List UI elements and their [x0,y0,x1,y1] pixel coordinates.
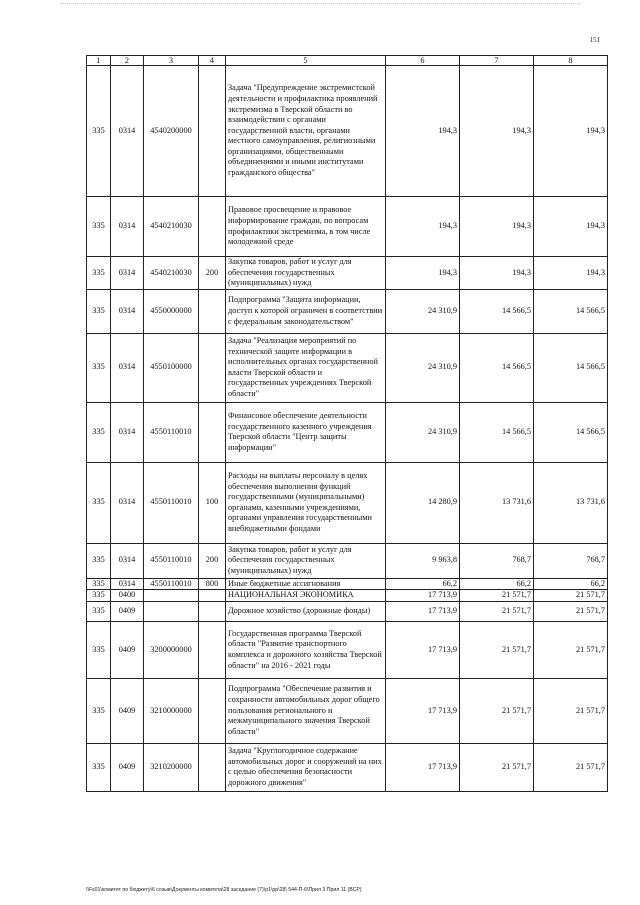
amount-year1-cell: 24 310,9 [386,289,460,333]
column-header: 1 [87,56,111,66]
target-article-cell: 4540210030 [144,257,199,290]
amount-year3-cell: 14 566,5 [534,289,608,333]
amount-year1-cell: 17 713,9 [386,590,460,602]
amount-year2-cell: 21 571,7 [460,621,534,678]
column-header: 5 [226,56,386,66]
target-article-cell: 3210200000 [144,743,199,791]
target-article-cell: 4540200000 [144,66,199,197]
item-name-cell: Подпрограмма "Защита информации, доступ к которой ограничен в соответствии с федеральным законодательством" [226,289,386,333]
section-code-cell: 0314 [111,66,144,197]
amount-year1-cell: 66,2 [386,578,460,590]
amount-year2-cell: 14 566,5 [460,402,534,462]
table-row [87,678,608,743]
target-article-cell: 4550110010 [144,402,199,462]
table-row [87,543,608,578]
item-name-cell: Иные бюджетные ассигнования [226,578,386,590]
column-header: 8 [534,56,608,66]
table-row [87,333,608,402]
amount-year2-cell: 194,3 [460,257,534,290]
column-header: 7 [460,56,534,66]
table-row [87,621,608,678]
amount-year3-cell: 13 731,6 [534,462,608,543]
amount-year3-cell: 21 571,7 [534,601,608,621]
expense-type-cell [199,678,226,743]
section-code-cell: 0314 [111,578,144,590]
section-code-cell: 0400 [111,590,144,602]
amount-year1-cell: 14 280,9 [386,462,460,543]
amount-year2-cell: 194,3 [460,197,534,257]
amount-year1-cell: 24 310,9 [386,402,460,462]
amount-year1-cell: 17 713,9 [386,678,460,743]
amount-year1-cell: 17 713,9 [386,743,460,791]
table-row [87,590,608,602]
expense-type-cell [199,197,226,257]
expense-type-cell [199,601,226,621]
item-name-cell: Расходы на выплаты персоналу в целях обеспечения выполнения функций государственными (муниципальными) органами, казенными учреждениями, органами управления государственными внебюджетными фондами [226,462,386,543]
column-header: 2 [111,56,144,66]
admin-code-cell: 335 [87,289,111,333]
amount-year3-cell: 14 566,5 [534,333,608,402]
target-article-cell [144,590,199,602]
amount-year3-cell: 21 571,7 [534,743,608,791]
admin-code-cell: 335 [87,66,111,197]
table-row [87,289,608,333]
amount-year2-cell: 194,3 [460,66,534,197]
section-code-cell: 0409 [111,601,144,621]
section-code-cell: 0314 [111,257,144,290]
admin-code-cell: 335 [87,257,111,290]
amount-year2-cell: 21 571,7 [460,590,534,602]
section-code-cell: 0409 [111,621,144,678]
column-header: 3 [144,56,199,66]
amount-year1-cell: 194,3 [386,66,460,197]
expense-type-cell [199,590,226,602]
expense-type-cell [199,743,226,791]
amount-year3-cell: 14 566,5 [534,402,608,462]
admin-code-cell: 335 [87,197,111,257]
amount-year2-cell: 21 571,7 [460,743,534,791]
expense-type-cell: 200 [199,257,226,290]
scan-artifact-line [60,3,580,5]
amount-year3-cell: 21 571,7 [534,621,608,678]
section-code-cell: 0409 [111,743,144,791]
table-row [87,257,608,290]
admin-code-cell: 335 [87,678,111,743]
admin-code-cell: 335 [87,333,111,402]
amount-year3-cell: 66,2 [534,578,608,590]
target-article-cell: 4550110010 [144,578,199,590]
amount-year2-cell: 13 731,6 [460,462,534,543]
expense-type-cell [199,333,226,402]
section-code-cell: 0314 [111,197,144,257]
table-row [87,197,608,257]
item-name-cell: Задача "Реализация мероприятий по технической защите информации в исполнительных органах государственной власти Тверской области и государственных учреждениях Тверской области" [226,333,386,402]
expense-type-cell [199,289,226,333]
table-row [87,601,608,621]
amount-year1-cell: 17 713,9 [386,601,460,621]
expense-type-cell: 800 [199,578,226,590]
expense-type-cell [199,66,226,197]
table-row [87,578,608,590]
column-header: 6 [386,56,460,66]
target-article-cell: 4540210030 [144,197,199,257]
amount-year2-cell: 14 566,5 [460,289,534,333]
target-article-cell: 3210000000 [144,678,199,743]
expense-type-cell [199,621,226,678]
amount-year3-cell: 21 571,7 [534,590,608,602]
amount-year2-cell: 66,2 [460,578,534,590]
table-row [87,462,608,543]
target-article-cell: 4550110010 [144,543,199,578]
table-row [87,66,608,197]
item-name-cell: Государственная программа Тверской области "Развитие транспортного комплекса и дорожного хозяйства Тверской области" на 2016 - 2021 годы [226,621,386,678]
budget-table [86,55,608,792]
table-row [87,402,608,462]
item-name-cell: Закупка товаров, работ и услуг для обеспечения государственных (муниципальных) нужд [226,257,386,290]
table-header-row [87,56,608,66]
target-article-cell: 4550110010 [144,462,199,543]
amount-year2-cell: 21 571,7 [460,678,534,743]
table-body [87,56,608,792]
item-name-cell: Финансовое обеспечение деятельности государственного казенного учреждения Тверской области "Центр защиты информации" [226,402,386,462]
column-header: 4 [199,56,226,66]
expense-type-cell [199,402,226,462]
admin-code-cell: 335 [87,402,111,462]
target-article-cell: 4550000000 [144,289,199,333]
amount-year2-cell: 21 571,7 [460,601,534,621]
amount-year1-cell: 24 310,9 [386,333,460,402]
item-name-cell: Закупка товаров, работ и услуг для обеспечения государственных (муниципальных) нужд [226,543,386,578]
amount-year2-cell: 14 566,5 [460,333,534,402]
target-article-cell: 3200000000 [144,621,199,678]
item-name-cell: Задача "Круглогодичное содержание автомобильных дорог и сооружений на них с целью обеспечения безопасности дорожного движения" [226,743,386,791]
amount-year3-cell: 194,3 [534,257,608,290]
expense-type-cell: 100 [199,462,226,543]
section-code-cell: 0314 [111,289,144,333]
admin-code-cell: 335 [87,621,111,678]
item-name-cell: Задача "Предупреждение экстремистской деятельности и профилактика проявлений экстремизма в Тверской области во взаимодействии с органами государственной власти, органами местного самоуправления, религиозными организациями, общественными объединениями и иными институтами гражданского общества" [226,66,386,197]
amount-year3-cell: 768,7 [534,543,608,578]
amount-year1-cell: 194,3 [386,197,460,257]
amount-year1-cell: 17 713,9 [386,621,460,678]
section-code-cell: 0314 [111,462,144,543]
admin-code-cell: 335 [87,601,111,621]
amount-year1-cell: 194,3 [386,257,460,290]
section-code-cell: 0409 [111,678,144,743]
amount-year3-cell: 21 571,7 [534,678,608,743]
amount-year3-cell: 194,3 [534,197,608,257]
page-number: 151 [589,36,600,44]
target-article-cell: 4550100000 [144,333,199,402]
item-name-cell: Дорожное хозяйство (дорожные фонды) [226,601,386,621]
table-row [87,743,608,791]
amount-year3-cell: 194,3 [534,66,608,197]
section-code-cell: 0314 [111,543,144,578]
admin-code-cell: 335 [87,590,111,602]
item-name-cell: НАЦИОНАЛЬНАЯ ЭКОНОМИКА [226,590,386,602]
amount-year2-cell: 768,7 [460,543,534,578]
target-article-cell [144,601,199,621]
footer-file-path: \\Fs01\комитет по бюджету\6 созыв\Документы комитета\28 заседание (7)\р1\рр\28\ 544-П-6\Прил 3 Прил 11 (ВСР) [86,887,362,893]
admin-code-cell: 335 [87,462,111,543]
item-name-cell: Правовое просвещение и правовое информирование граждан, по вопросам профилактики экстремизма, в том числе молодежной среде [226,197,386,257]
admin-code-cell: 335 [87,543,111,578]
admin-code-cell: 335 [87,743,111,791]
section-code-cell: 0314 [111,402,144,462]
item-name-cell: Подпрограмма "Обеспечение развития и сохранности автомобильных дорог общего пользования регионального и межмуниципального значения Тверской области" [226,678,386,743]
expense-type-cell: 200 [199,543,226,578]
amount-year1-cell: 9 963,8 [386,543,460,578]
section-code-cell: 0314 [111,333,144,402]
admin-code-cell: 335 [87,578,111,590]
